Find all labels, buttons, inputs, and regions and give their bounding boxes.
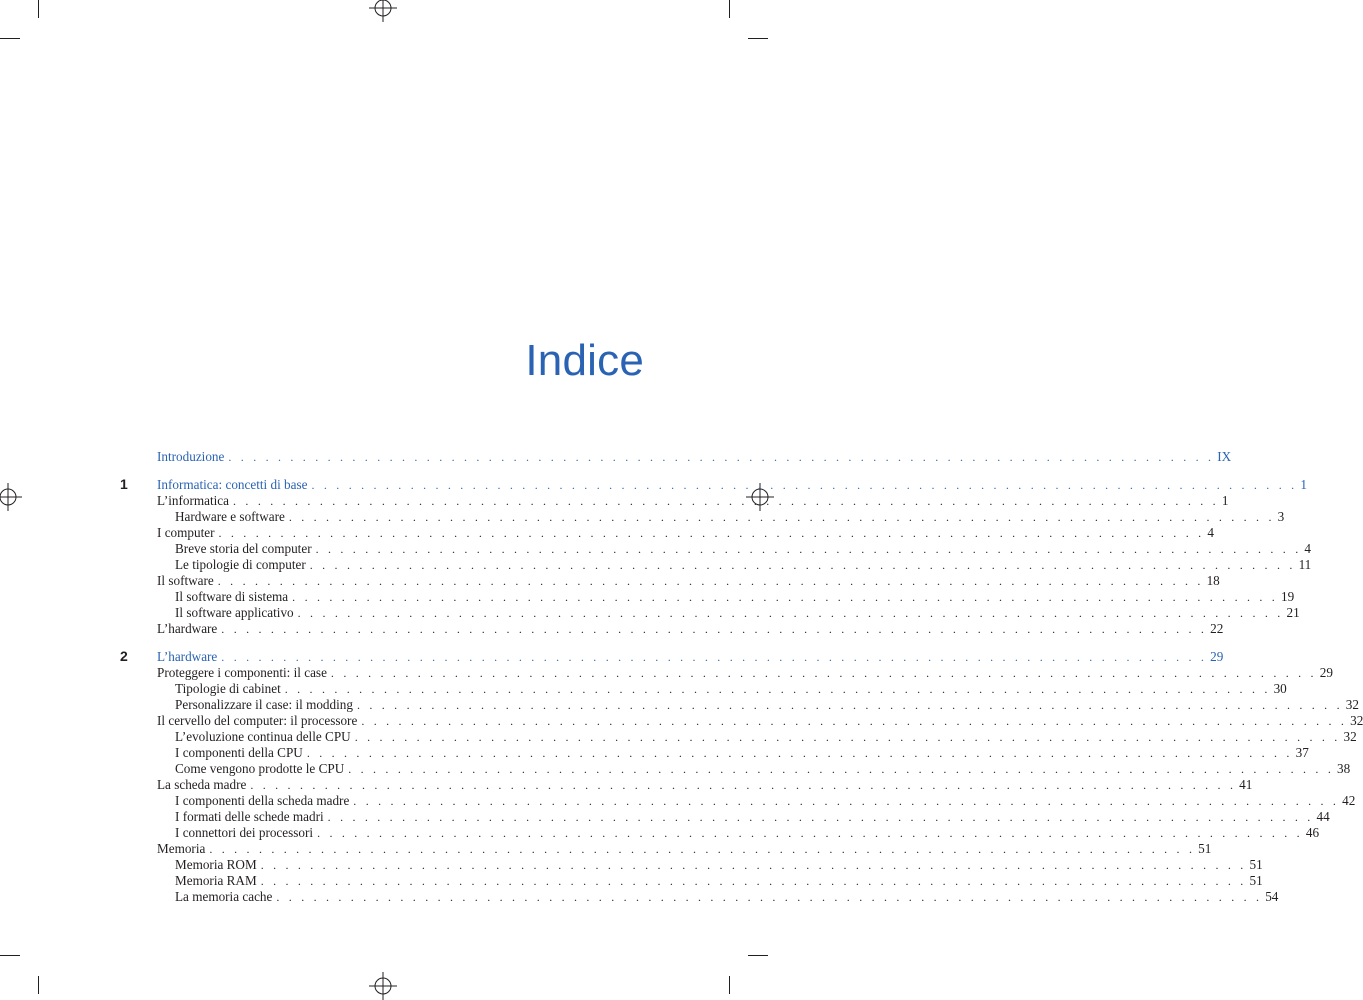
chapter-title-row[interactable] <box>157 649 1224 665</box>
toc-entry[interactable] <box>175 681 1287 697</box>
toc-entry-title: I connettori dei processori <box>175 825 314 840</box>
toc-entry-title: Tipologie di cabinet <box>175 681 281 696</box>
dot-leader: . . . . . . . . . . . . . . . . . . . . . . . . . . . . . . . . . . . . . . . . . . . . . . . . . . . . . . . . . . . . . . . . . . . . . . . . . . . . . . . . <box>233 494 1219 508</box>
toc-entry-page: 4 <box>1207 525 1214 540</box>
toc-entry-title: Le tipologie di computer <box>175 557 306 572</box>
registration-mark-bottom <box>369 972 397 1000</box>
toc-entry[interactable] <box>175 541 1311 557</box>
crop-mark-bottom-left-v <box>38 976 39 994</box>
chapter-page: 1 <box>1300 477 1307 492</box>
toc-entry[interactable] <box>175 557 1312 573</box>
toc-entry[interactable] <box>157 525 1214 541</box>
toc-entry-page: 44 <box>1316 809 1330 824</box>
toc-entry-page: IX <box>1217 449 1232 464</box>
dot-leader: . . . . . . . . . . . . . . . . . . . . . . . . . . . . . . . . . . . . . . . . . . . . . . . . . . . . . . . . . . . . . . . . . . . . . . . . . . . . . . . . <box>218 526 1205 540</box>
toc-entry-page: 41 <box>1239 777 1253 792</box>
dot-leader: . . . . . . . . . . . . . . . . . . . . . . . . . . . . . . . . . . . . . . . . . . . . . . . . . . . . . . . . . . . . . . . . . . . . . . . . . . . . . . . . <box>356 698 1343 712</box>
toc-entry-page: 3 <box>1277 509 1285 524</box>
dot-leader: . . . . . . . . . . . . . . . . . . . . . . . . . . . . . . . . . . . . . . . . . . . . . . . . . . . . . . . . . . . . . . . . . . . . . . . . . . . . . . . . <box>250 778 1237 792</box>
toc-entry-title: L’evoluzione continua delle CPU <box>175 729 351 744</box>
dot-leader: . . . . . . . . . . . . . . . . . . . . . . . . . . . . . . . . . . . . . . . . . . . . . . . . . . . . . . . . . . . . . . . . . . . . . . . . . . . . . . . . <box>353 794 1340 808</box>
toc-entry[interactable] <box>175 825 1320 841</box>
toc-entry-page: 54 <box>1265 889 1279 904</box>
toc-entry[interactable] <box>157 841 1212 857</box>
toc-entry-page: 32 <box>1350 713 1363 728</box>
toc-entry-title: Proteggere i componenti: il case <box>157 665 327 680</box>
toc-entry-title: I componenti della CPU <box>175 745 303 760</box>
toc-entry-page: 29 <box>1319 665 1333 680</box>
toc-entry-page: 1 <box>1221 493 1229 508</box>
chapter-title: Informatica: concetti di base <box>157 477 308 492</box>
toc-entry-title: Introduzione <box>157 449 225 464</box>
dot-leader: . . . . . . . . . . . . . . . . . . . . . . . . . . . . . . . . . . . . . . . . . . . . . . . . . . . . . . . . . . . . . . . . . . . . . . . . . . . . . . . . <box>260 874 1247 888</box>
toc-entry-title: Il software <box>157 573 214 588</box>
toc-entry-title: La memoria cache <box>175 889 273 904</box>
chapter-number: 2 <box>120 648 128 664</box>
toc-entry-page: 4 <box>1304 541 1311 556</box>
dot-leader: . . . . . . . . . . . . . . . . . . . . . . . . . . . . . . . . . . . . . . . . . . . . . . . . . . . . . . . . . . . . . . . . . . . . . . . . . . . . . . . . <box>209 842 1196 856</box>
toc-entry[interactable] <box>175 605 1300 621</box>
dot-leader: . . . . . . . . . . . . . . . . . . . . . . . . . . . . . . . . . . . . . . . . . . . . . . . . . . . . . . . . . . . . . . . . . . . . . . . . . . . . . . . . <box>348 762 1335 776</box>
dot-leader: . . . . . . . . . . . . . . . . . . . . . . . . . . . . . . . . . . . . . . . . . . . . . . . . . . . . . . . . . . . . . . . . . . . . . . . . . . . . . . . . <box>260 858 1247 872</box>
toc-entry[interactable] <box>175 697 1359 713</box>
dot-leader: . . . . . . . . . . . . . . . . . . . . . . . . . . . . . . . . . . . . . . . . . . . . . . . . . . . . . . . . . . . . . . . . . . . . . . . . . . . . . . . . <box>309 558 1296 572</box>
toc-entry-title: Memoria ROM <box>175 857 257 872</box>
toc-entry-page: 21 <box>1286 605 1300 620</box>
toc-entry[interactable] <box>175 509 1285 525</box>
toc-entry[interactable] <box>175 761 1351 777</box>
toc-entry-title: I computer <box>157 525 215 540</box>
crop-mark-top-right-h <box>748 38 768 39</box>
chapter-title: L’hardware <box>157 649 218 664</box>
registration-mark-left <box>0 483 22 511</box>
toc-entry-page: 46 <box>1305 825 1320 840</box>
registration-mark-top <box>369 0 397 22</box>
crop-mark-top-left-v <box>38 0 39 18</box>
crop-mark-bottom-right-h <box>748 955 768 956</box>
toc-entry[interactable] <box>157 665 1333 681</box>
crop-mark-bottom-right-v <box>729 976 730 994</box>
toc-entry-title: La scheda madre <box>157 777 247 792</box>
dot-leader: . . . . . . . . . . . . . . . . . . . . . . . . . . . . . . . . . . . . . . . . . . . . . . . . . . . . . . . . . . . . . . . . . . . . . . . . . . . . . . . . <box>221 622 1208 636</box>
toc-entry-page: 38 <box>1337 761 1351 776</box>
toc-entry-title: Come vengono prodotte le CPU <box>175 761 345 776</box>
toc-entry-page: 32 <box>1343 729 1357 744</box>
toc-entry-page: 51 <box>1249 873 1263 888</box>
toc-entry[interactable] <box>157 573 1220 589</box>
dot-leader: . . . . . . . . . . . . . . . . . . . . . . . . . . . . . . . . . . . . . . . . . . . . . . . . . . . . . . . . . . . . . . . . . . . . . . . . . . . . . . . . <box>311 478 1298 492</box>
toc-entry-page: 30 <box>1273 681 1287 696</box>
dot-leader: . . . . . . . . . . . . . . . . . . . . . . . . . . . . . . . . . . . . . . . . . . . . . . . . . . . . . . . . . . . . . . . . . . . . . . . . . . . . . . . . <box>317 826 1303 840</box>
crop-mark-top-left-h <box>0 38 20 39</box>
toc-entry-title: Il software di sistema <box>175 589 289 604</box>
toc-entry-title: I componenti della scheda madre <box>175 793 350 808</box>
toc-entry-title: Personalizzare il case: il modding <box>175 697 353 712</box>
toc-entry-title: I formati delle schede madri <box>175 809 324 824</box>
toc-entry[interactable] <box>157 777 1253 793</box>
toc-entry[interactable] <box>175 729 1357 745</box>
toc-entry-title: Il cervello del computer: il processore <box>157 713 358 728</box>
dot-leader: . . . . . . . . . . . . . . . . . . . . . . . . . . . . . . . . . . . . . . . . . . . . . . . . . . . . . . . . . . . . . . . . . . . . . . . . . . . . . . . . <box>284 682 1271 696</box>
chapter-number: 1 <box>120 476 128 492</box>
toc-entry-page: 51 <box>1249 857 1263 872</box>
toc-entry[interactable] <box>175 873 1263 889</box>
toc-entry-page: 18 <box>1206 573 1220 588</box>
toc-entry[interactable] <box>175 857 1263 873</box>
toc-entry[interactable] <box>175 889 1279 905</box>
toc-entry[interactable] <box>157 621 1224 637</box>
toc-entry[interactable] <box>175 793 1356 809</box>
toc-entry[interactable] <box>175 589 1295 605</box>
chapter-title-row[interactable] <box>157 477 1307 493</box>
page-title: Indice <box>525 336 644 385</box>
dot-leader: . . . . . . . . . . . . . . . . . . . . . . . . . . . . . . . . . . . . . . . . . . . . . . . . . . . . . . . . . . . . . . . . . . . . . . . . . . . . . . . . <box>288 510 1275 524</box>
dot-leader: . . . . . . . . . . . . . . . . . . . . . . . . . . . . . . . . . . . . . . . . . . . . . . . . . . . . . . . . . . . . . . . . . . . . . . . . . . . . . . . . <box>330 666 1317 680</box>
toc-entry-page: 51 <box>1198 841 1212 856</box>
toc-entry-intro[interactable] <box>157 449 1232 465</box>
dot-leader: . . . . . . . . . . . . . . . . . . . . . . . . . . . . . . . . . . . . . . . . . . . . . . . . . . . . . . . . . . . . . . . . . . . . . . . . . . . . . . . . <box>354 730 1341 744</box>
toc-entry-title: Breve storia del computer <box>175 541 312 556</box>
dot-leader: . . . . . . . . . . . . . . . . . . . . . . . . . . . . . . . . . . . . . . . . . . . . . . . . . . . . . . . . . . . . . . . . . . . . . . . . . . . . . . . . <box>297 606 1284 620</box>
toc-entry-title: Memoria RAM <box>175 873 257 888</box>
toc-entry[interactable] <box>157 713 1363 729</box>
dot-leader: . . . . . . . . . . . . . . . . . . . . . . . . . . . . . . . . . . . . . . . . . . . . . . . . . . . . . . . . . . . . . . . . . . . . . . . . . . . . . . . . <box>221 650 1208 664</box>
toc-entry-title: Il software applicativo <box>175 605 294 620</box>
dot-leader: . . . . . . . . . . . . . . . . . . . . . . . . . . . . . . . . . . . . . . . . . . . . . . . . . . . . . . . . . . . . . . . . . . . . . . . . . . . . . . . . <box>217 574 1204 588</box>
toc-entry-title: Memoria <box>157 841 206 856</box>
dot-leader: . . . . . . . . . . . . . . . . . . . . . . . . . . . . . . . . . . . . . . . . . . . . . . . . . . . . . . . . . . . . . . . . . . . . . . . . . . . . . . . . <box>327 810 1314 824</box>
dot-leader: . . . . . . . . . . . . . . . . . . . . . . . . . . . . . . . . . . . . . . . . . . . . . . . . . . . . . . . . . . . . . . . . . . . . . . . . . . . . . . . . <box>292 590 1278 604</box>
dot-leader: . . . . . . . . . . . . . . . . . . . . . . . . . . . . . . . . . . . . . . . . . . . . . . . . . . . . . . . . . . . . . . . . . . . . . . . . . . . . . . . . <box>315 542 1302 556</box>
toc-entry-page: 42 <box>1342 793 1356 808</box>
toc-entry[interactable] <box>175 809 1330 825</box>
toc-entry-title: L’hardware <box>157 621 218 636</box>
toc-entry-title: Hardware e software <box>175 509 285 524</box>
toc-entry-page: 22 <box>1210 621 1224 636</box>
crop-mark-bottom-left-h <box>0 955 20 956</box>
toc-entry-page: 19 <box>1280 589 1295 604</box>
toc-entry[interactable] <box>157 493 1229 509</box>
toc-entry-page: 37 <box>1295 745 1309 760</box>
chapter-page: 29 <box>1210 649 1224 664</box>
dot-leader: . . . . . . . . . . . . . . . . . . . . . . . . . . . . . . . . . . . . . . . . . . . . . . . . . . . . . . . . . . . . . . . . . . . . . . . . . . . . . . . . <box>361 714 1348 728</box>
dot-leader: . . . . . . . . . . . . . . . . . . . . . . . . . . . . . . . . . . . . . . . . . . . . . . . . . . . . . . . . . . . . . . . . . . . . . . . . . . . . . . . . <box>276 890 1263 904</box>
toc-entry-page: 11 <box>1298 557 1312 572</box>
toc-entry[interactable] <box>175 745 1309 761</box>
toc-entry-title: L’informatica <box>157 493 230 508</box>
crop-mark-top-right-v <box>729 0 730 18</box>
dot-leader: . . . . . . . . . . . . . . . . . . . . . . . . . . . . . . . . . . . . . . . . . . . . . . . . . . . . . . . . . . . . . . . . . . . . . . . . . . . . . . . . <box>306 746 1293 760</box>
toc-entry-page: 32 <box>1345 697 1359 712</box>
dot-leader: . . . . . . . . . . . . . . . . . . . . . . . . . . . . . . . . . . . . . . . . . . . . . . . . . . . . . . . . . . . . . . . . . . . . . . . . . . . . . . . . <box>228 450 1215 464</box>
